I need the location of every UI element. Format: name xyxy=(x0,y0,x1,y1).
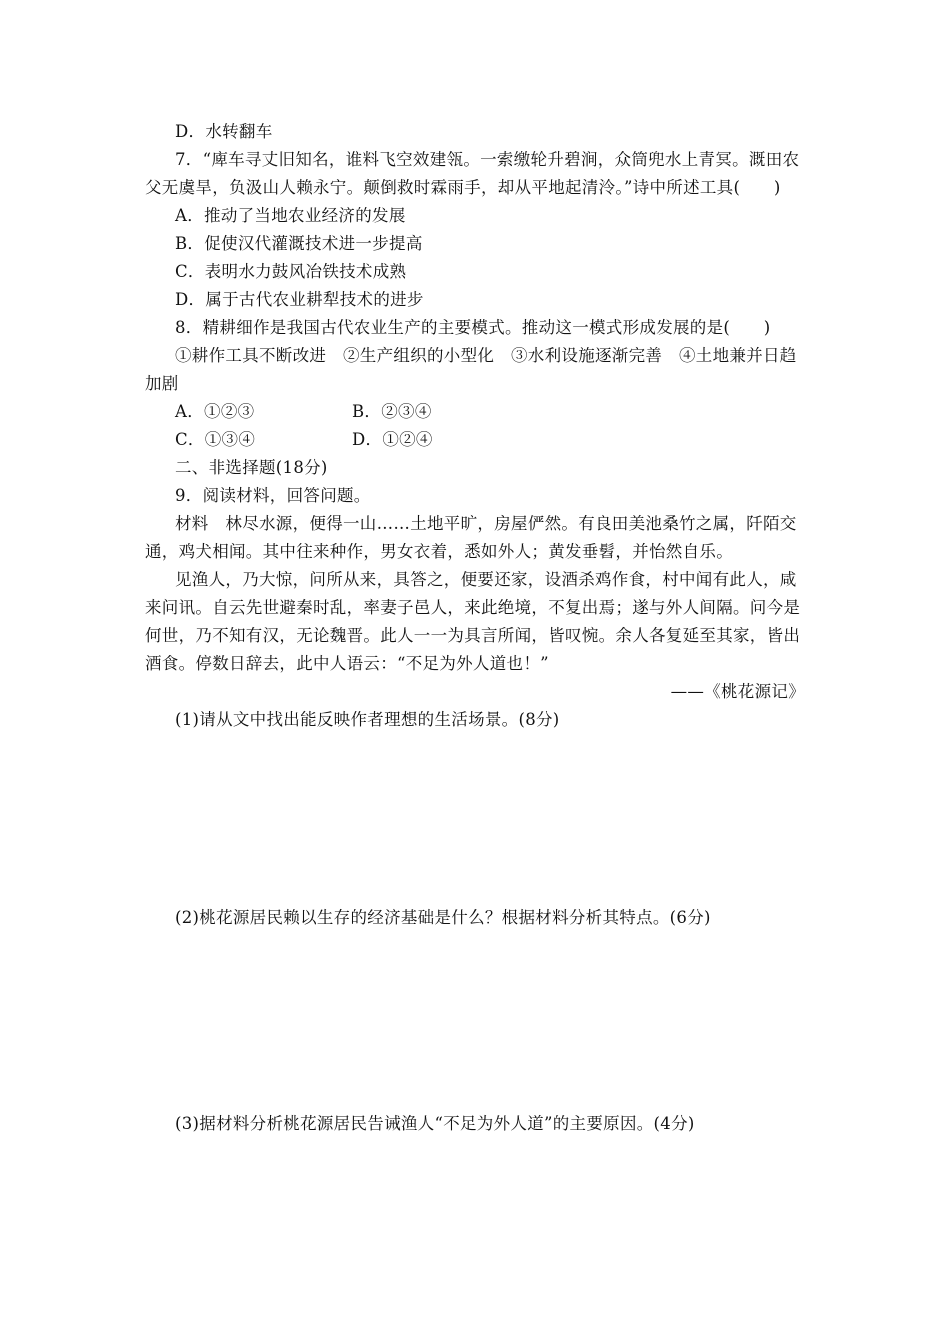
q6-option-d: D．水转翻车 xyxy=(175,122,273,141)
q7-option-c: C．表明水力鼓风冶铁技术成熟 xyxy=(175,262,407,281)
q7-stem-line-2: 父无虞旱，负汲山人赖永宁。颠倒救时霖雨手，却从平地起清泠。”诗中所述工具( ) xyxy=(145,178,781,197)
q8-option-b: B．②③④ xyxy=(352,402,432,421)
q9-material-line: 酒食。停数日辞去，此中人语云：“不足为外人道也！” xyxy=(145,654,549,673)
q8-option-c: C．①③④ xyxy=(175,430,256,449)
q9-material-line: 何世，乃不知有汉，无论魏晋。此人一一为具言所闻，皆叹惋。余人各复延至其家，皆出 xyxy=(145,626,801,645)
q9-subquestion-1: (1)请从文中找出能反映作者理想的生活场景。(8分) xyxy=(175,710,560,729)
q9-stem: 9．阅读材料，回答问题。 xyxy=(175,486,371,505)
q7-option-b: B．促使汉代灌溉技术进一步提高 xyxy=(175,234,423,253)
q8-choices-line-1: ①耕作工具不断改进 ②生产组织的小型化 ③水利设施逐渐完善 ④土地兼并日趋 xyxy=(175,346,797,365)
q9-material-line: 材料 林尽水源，便得一山……土地平旷，房屋俨然。有良田美池桑竹之属，阡陌交 xyxy=(175,514,797,533)
q9-material-line: 通，鸡犬相闻。其中往来种作，男女衣着，悉如外人；黄发垂髫，并怡然自乐。 xyxy=(145,542,733,561)
section-heading: 二、非选择题(18分) xyxy=(175,458,328,477)
q9-subquestion-3: (3)据材料分析桃花源居民告诫渔人“不足为外人道”的主要原因。(4分) xyxy=(175,1114,695,1133)
q8-option-a: A．①②③ xyxy=(175,402,255,421)
q9-subquestion-2: (2)桃花源居民赖以生存的经济基础是什么？根据材料分析其特点。(6分) xyxy=(175,908,711,927)
q8-stem: 8．精耕细作是我国古代农业生产的主要模式。推动这一模式形成发展的是( ) xyxy=(175,318,771,337)
q9-source-citation: ——《桃花源记》 xyxy=(670,682,805,701)
q7-option-a: A．推动了当地农业经济的发展 xyxy=(175,206,406,225)
q9-material-line: 来问讯。自云先世避秦时乱，率妻子邑人，来此绝境，不复出焉；遂与外人间隔。问今是 xyxy=(145,598,801,617)
q7-option-d: D．属于古代农业耕犁技术的进步 xyxy=(175,290,424,309)
q9-material-line: 见渔人，乃大惊，问所从来，具答之，便要还家，设酒杀鸡作食，村中闻有此人，咸 xyxy=(175,570,797,589)
q8-option-d: D．①②④ xyxy=(352,430,433,449)
q7-stem-line-1: 7．“庳车寻丈旧知名，谁料飞空效建瓴。一索缴轮升碧涧，众筒兜水上青冥。溉田农 xyxy=(175,150,800,169)
q8-choices-line-2: 加剧 xyxy=(145,374,179,393)
